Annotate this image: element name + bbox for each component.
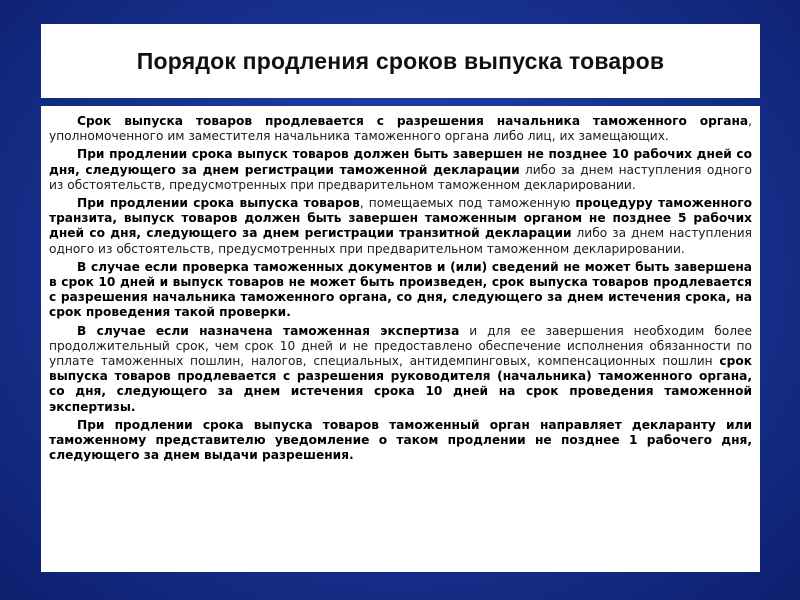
paragraph-3 [49, 196, 752, 257]
title-panel [41, 24, 760, 98]
paragraph-6 [49, 418, 752, 464]
paragraph-5 [49, 324, 752, 415]
paragraph-5-span-1: В случае если назначена таможенная экспертиза [77, 323, 460, 338]
paragraph-5-span-3: срок выпуска товаров продлевается с разрешения руководителя (начальника) таможенного органа, со дня, следующего за днем истечения срока 10 дней на срок проведения таможенной экспертизы. [49, 354, 752, 414]
paragraph-4-span-1: В случае если проверка таможенных документов и (или) сведений не может быть завершена в срок 10 дней и выпуск товаров не может быть произведен, срок выпуска товаров продлевается с разрешения начальника таможенного органа, со дня, следующего за днем истечения срока, на срок проведения такой проверки. [49, 259, 752, 320]
paragraph-3-span-2: , помещаемых под таможенную [359, 196, 576, 211]
paragraph-4 [49, 260, 752, 321]
paragraph-1-span-2: , уполномоченного им заместителя начальника таможенного органа либо лиц, их замещающих. [49, 114, 752, 144]
paragraph-2 [49, 147, 752, 193]
paragraph-3-span-3: процедуру таможенного транзита, выпуск товаров должен быть завершен таможенным органом не позднее 5 рабочих дней со дня, следующего за днем регистрации транзитной декларации [49, 196, 752, 241]
paragraph-3-span-1: При продлении срока выпуска товаров [77, 196, 360, 211]
paragraph-6-span-1: При продлении срока выпуска товаров таможенный орган направляет декларанту или таможенному представителю уведомление о таком продлении не позднее 1 рабочего дня, следующего за днем выдачи разрешения. [49, 417, 752, 463]
paragraph-1-span-1: Срок выпуска товаров продлевается с разрешения начальника таможенного органа [77, 114, 749, 128]
paragraph-3-span-4: либо за днем наступления одного из обстоятельств, предусмотренных при предварительном таможенном декларировании. [49, 226, 752, 256]
paragraph-1 [49, 114, 752, 144]
paragraph-5-span-2: и для ее завершения необходим более продолжительный срок, чем срок 10 дней и не предоставлено обеспечение исполнения обязанности по уплате таможенных пошлин, налогов, специальных, антидемпинговых, компенсационных пошлин [49, 323, 752, 369]
slide-title: Порядок продления сроков выпуска товаров [136, 47, 665, 74]
paragraph-2-span-1: При продлении срока выпуск товаров должен быть завершен не позднее 10 рабочих дней со дня, следующего за днем регистрации таможенной декларации [49, 147, 752, 177]
content-panel [41, 106, 760, 572]
paragraph-2-span-2: либо за днем наступления одного из обстоятельств, предусмотренных при предварительном таможенном декларировании. [49, 162, 752, 192]
